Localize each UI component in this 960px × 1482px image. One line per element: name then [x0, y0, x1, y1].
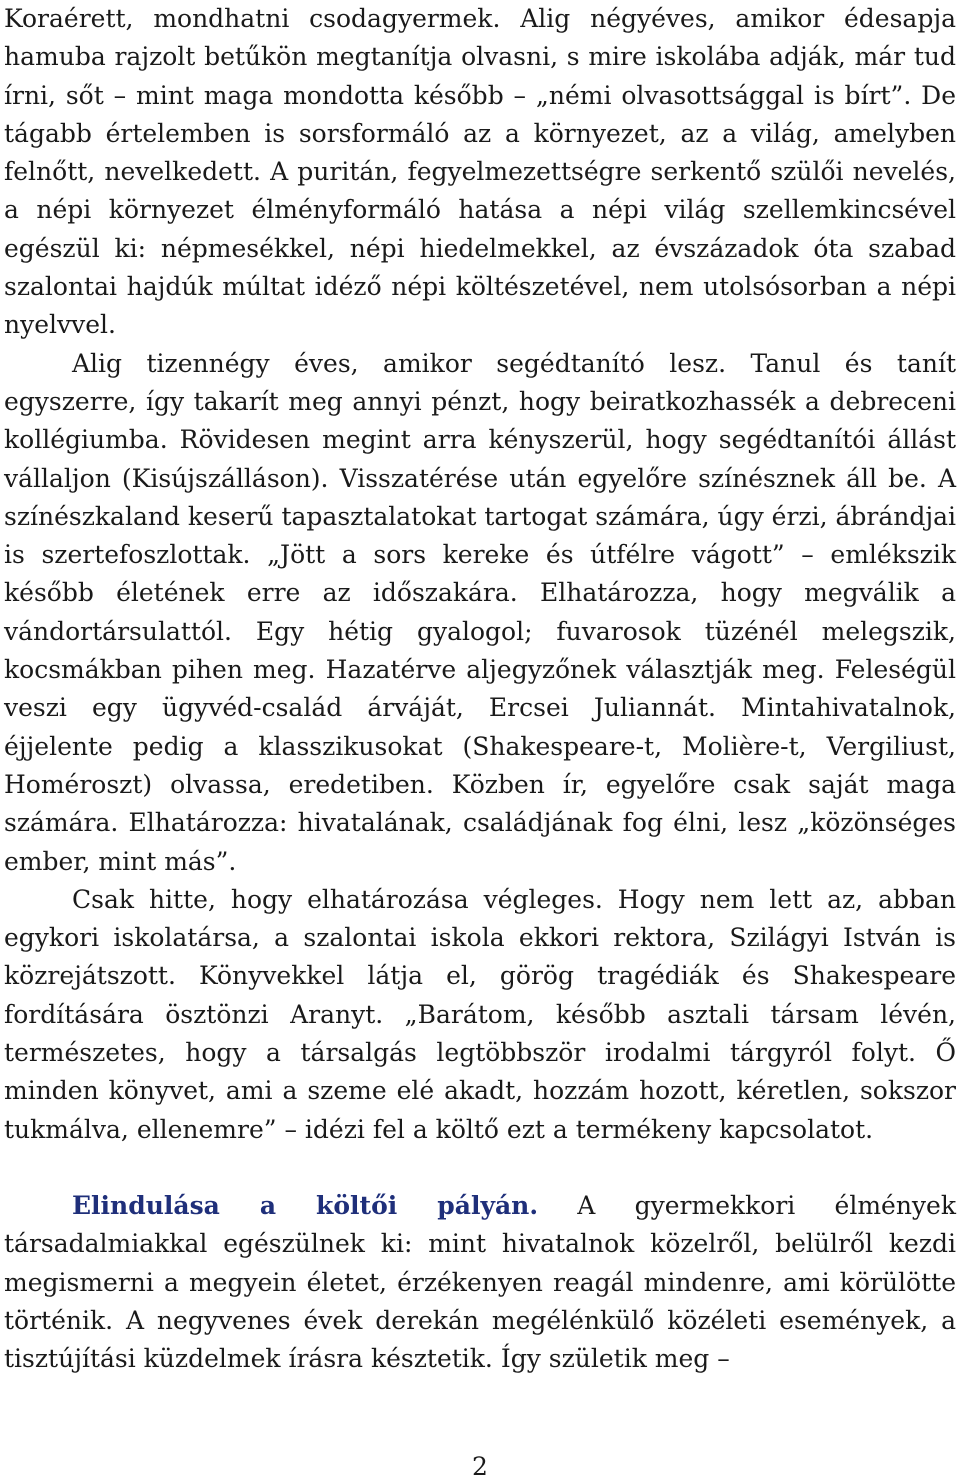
- paragraph-gap: [4, 1149, 956, 1187]
- paragraph-szilagyi: Csak hitte, hogy elhatározása végleges. Hogy nem lett az, abban egykori iskolatársa, a szalontai iskola ekkori rektora, Szilágyi István is közrejátszott. Könyvekkel látja el, görög tragédiák és Shakespeare fordítására ösztönzi Aranyt. „Barátom, később asztali társam lévén, természetes, hogy a társalgás legtöbbször irodalmi tárgyról folyt. Ő minden könyvet, ami a szeme elé akadt, hozzám hozott, kéretlen, sokszor tukmálva, ellenemre” – idézi fel a költő ezt a termékeny kapcsolatot.: [4, 884, 956, 1144]
- section-heading: Elindulása a költői pályán.: [72, 1190, 539, 1220]
- paragraph-career-text: A gyermekkori élmények társadalmiakkal egészülnek ki: mint hivatalnok közelről, belülről kezdi megismerni a megyein életet, érzékenyen reagál mindenre, ami körülötte történik. A negyvenes évek derekán megélénkülő közéleti események, a tisztújítási küzdelmek írásra késztetik. Így születik meg –: [4, 1190, 956, 1374]
- document-page: [4, 0, 956, 1378]
- paragraph-youth: Alig tizennégy éves, amikor segédtanító lesz. Tanul és tanít egyszerre, így takarít meg annyi pénzt, hogy beiratkozhassék a debreceni kollégiumba. Rövidesen megint arra kényszerül, hogy segédtanítói állást vállaljon (Kisújszálláson). Visszatérése után egyelőre színésznek áll be. A színészkaland keserű tapasztalatokat tartogat számára, úgy érzi, ábrándjai is szertefoszlottak. „Jött a sors kereke és útfélre vágott” – emlékszik később életének erre az időszakára. Elhatározza, hogy megválik a vándortársulattól. Egy hétig gyalogol; fuvarosok tüzénél melegszik, kocsmákban pihen meg. Hazatérve aljegyzőnek választják meg. Feleségül veszi egy ügyvéd-család árváját, Ercsei Juliannát. Mintahivatalnok, éjjelente pedig a klasszikusokat (Shakespeare-t, Molière-t, Vergiliust, Homéroszt) olvassa, eredetiben. Közben ír, egyelőre csak saját maga számára. Elhatározza: hivatalának, családjának fog élni, lesz „közönséges ember, mint más”.: [4, 348, 956, 876]
- paragraph-childhood: Koraérett, mondhatni csodagyermek. Alig négyéves, amikor édesapja hamuba rajzolt betűkön megtanítja olvasni, s mire iskolába adják, már tud írni, sőt – mint maga mondotta később – „némi olvasottsággal is bírt”. De tágabb értelemben is sorsformáló az a környezet, az a világ, amelyben felnőtt, nevelkedett. A puritán, fegyelmezettségre serkentő szülői nevelés, a népi környezet élményformáló hatása a népi világ szellemkincsével egészül ki: népmesékkel, népi hiedelmekkel, az évszázadok óta szabad szalontai hajdúk múltat idéző népi költészetével, nem utolsósorban a népi nyelvvel.: [4, 4, 956, 340]
- paragraph-career-start: [4, 1187, 956, 1378]
- page-number: 2: [472, 1452, 488, 1481]
